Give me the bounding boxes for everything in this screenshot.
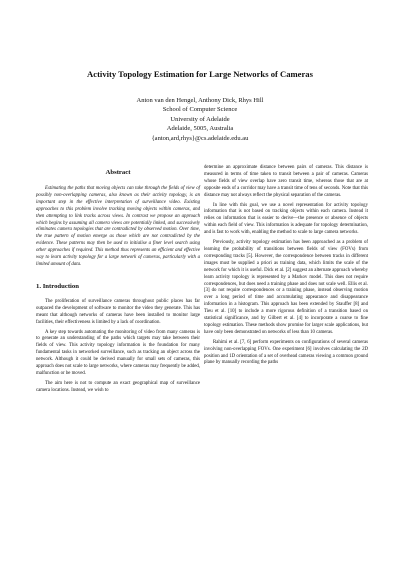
author-email: {anton,ard,rhys}@cs.adelaide.edu.au bbox=[151, 134, 249, 142]
right-column bbox=[204, 165, 368, 370]
intro-paragraph: The proliferation of surveillance cameras throughout public places has far outpaced the development of software to monitor the video they generate. This has meant that although networks of cameras have been installed to monitor large facilities, their effectiveness is limited by a lack of coordination. bbox=[36, 298, 200, 325]
paper-title: Activity Topology Estimation for Large Networks of Cameras bbox=[87, 69, 313, 79]
author-names: Anton van den Hengel, Anthony Dick, Rhys Hill bbox=[136, 97, 264, 104]
body-paragraph: In line with this goal, we use a novel representation for activity topology information that is not based on tracking objects within each camera. Instead it relies on information that is easier to derive—the presence or absence of objects within each field of view. This information is adequate for topology determination, and is fast to work with, enabling the method to scale to large camera networks. bbox=[204, 202, 368, 236]
abstract-text: Estimating the paths that moving objects can take through the fields of view of possibly non-overlapping cameras, also known as their activity topology, is an important step in the effective interpretation of surveillance video. Existing approaches to this problem involve tracking moving objects within cameras, and then attempting to link tracks across views. In contrast we propose an approach which begins by assuming all camera views are potentially linked, and successively eliminates camera topologies that are contradicted by observed motion. Over time, the true pattern of motion emerge as those which are not contradicted by the evidence. These patterns may then be used to initialise a finer level search using other approaches if required. This method thus represents an efficient and effective way to learn activity topology for a large network of cameras, particularly with a limited amount of data. bbox=[36, 186, 200, 267]
body-paragraph: determine an approximate distance between pairs of cameras. This distance is measured in terms of time taken to transit between a pair of cameras. Cameras whose fields of view overlap have zero transit time, whereas those that are at opposite ends of a corridor may have a transit time of tens of seconds. Note that this distance may not always reflect the physical separation of the cameras. bbox=[204, 165, 368, 198]
author-block bbox=[0, 96, 400, 143]
intro-paragraph: The aim here is not to compute an exact geographical map of surveillance camera locations. Instead, we wish to bbox=[36, 380, 200, 393]
affiliation-address: Adelaide, 5005, Australia bbox=[166, 125, 234, 133]
affiliation-school: School of Computer Science bbox=[162, 106, 238, 114]
abstract-heading: Abstract bbox=[105, 169, 131, 176]
introduction-heading: 1. Introduction bbox=[36, 282, 79, 290]
intro-paragraph: A key step towards automating the monitoring of video from many cameras is to generate an understanding of the paths which targets may take between their fields of view. This activity topology information is the foundation for many fundamental tasks in networked surveillance, such as tracking an object across the network. Although it could be derived manually for small sets of cameras, this approach does not scale to large networks, where cameras may frequently be added, malfunction or be moved. bbox=[36, 329, 200, 376]
affiliation-university: University of Adelaide bbox=[170, 115, 230, 123]
left-column bbox=[36, 168, 200, 398]
body-paragraph: Rahimi et al. [7, 6] perform experiments on configurations of several cameras involving non-overlapping FOVs. One experiment [6] involves calculating the 2D position and 1D orientation of a set of overhead cameras viewing a common ground plane by manually recording the paths bbox=[204, 339, 368, 366]
body-paragraph: Previously, activity topology estimation has been approached as a problem of learning the probability of transitions between fields of view (FOVs) from corresponding tracks [5]. However, the correspondence between tracks in different images must be supplied a priori as training data, which limits the scale of the network for which it is useful. Dick et al. [2] suggest an alternate approach whereby learn activity topology is represented by a Markov model. This does not require correspondences, but does need a training phase and does not scale well. Ellis et al. [3] do not require correspondences or a training phase, instead observing motion over a long period of time and accumulating appearance and disappearance information in a histogram. This approach has been extended by Stauffer [8] and Tieu et al. [10] to include a more rigorous definition of a transition based on statistical significance, and by Gilbert et al. [4] to incorporate a coarse to fine topology estimation. These methods show promise for larger scale applications, but have only been demonstrated on networks of less than 10 cameras. bbox=[204, 240, 368, 335]
